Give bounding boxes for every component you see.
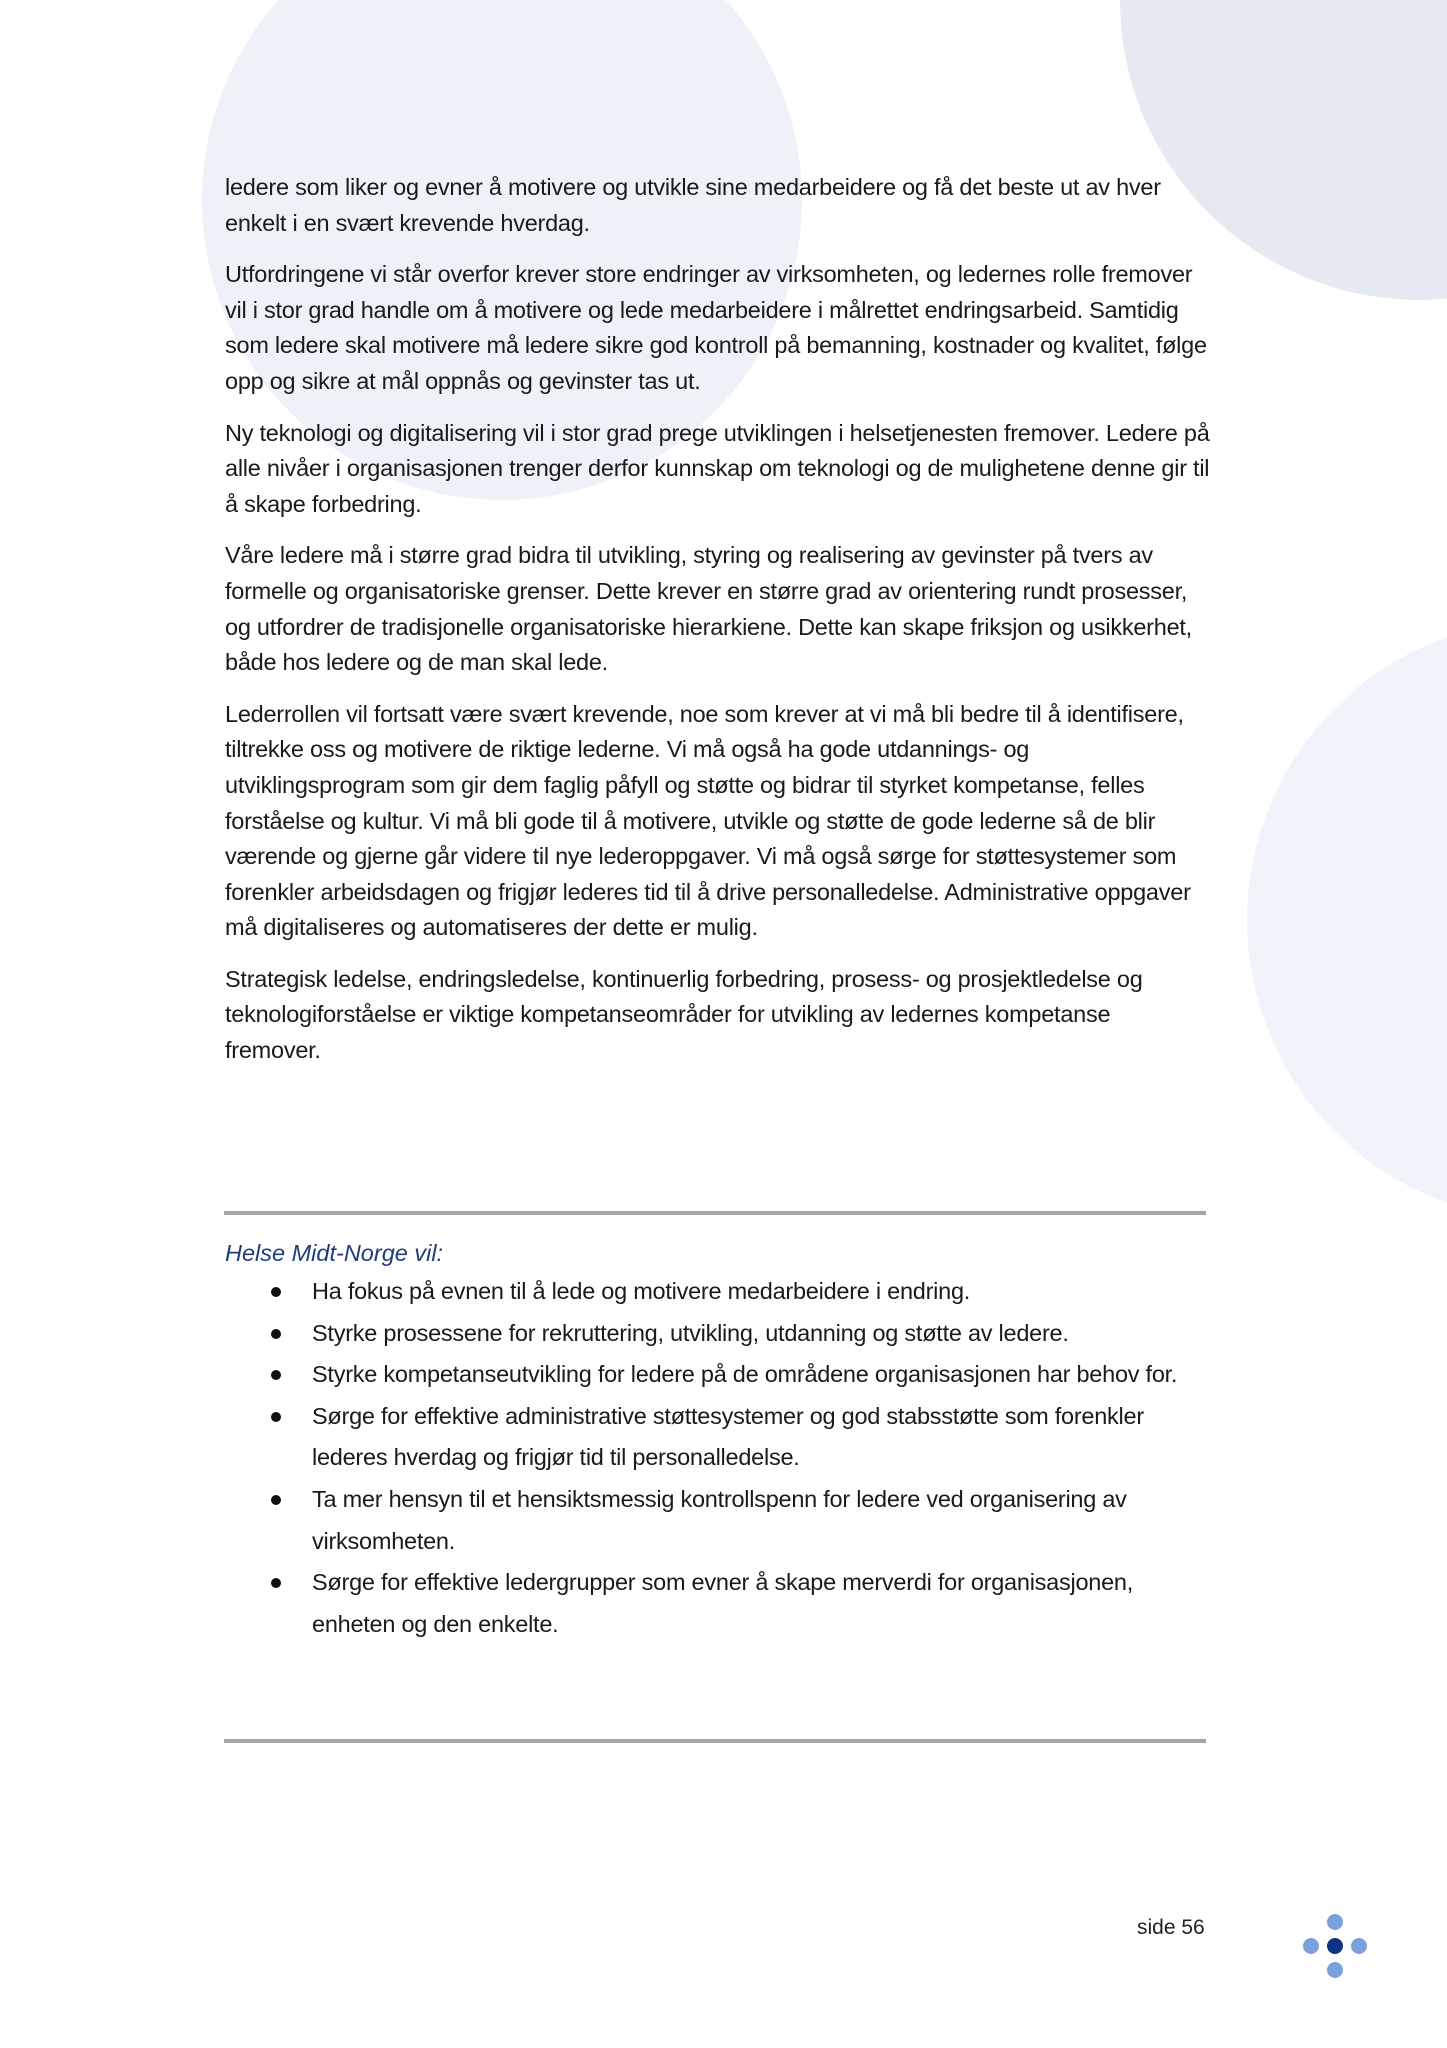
bullet-icon — [271, 1578, 281, 1588]
bullet-icon — [271, 1287, 281, 1297]
paragraph: Lederrollen vil fortsatt være svært krevende, noe som krever at vi må bli bedre til å identifisere, tiltrekke oss og motivere de riktige lederne. Vi må også ha gode utdannings- og utviklingsprogram som gir dem faglig påfyll og støtte og bidrar til styrket kompetanse, felles forståelse og kultur. Vi må bli gode til å motivere, utvikle og støtte de gode lederne så de blir værende og gjerne går videre til nye lederoppgaver. Vi må også sørge for støttesystemer som forenkler arbeidsdagen og frigjør lederes tid til å drive personalledelse. Administrative oppgaver må digitaliseres og automatiseres der dette er mulig. — [225, 700, 1191, 941]
paragraph: ledere som liker og evner å motivere og utvikle sine medarbeidere og få det beste ut av hver enkelt i en svært krevende hverdag. — [225, 174, 1161, 236]
body-text — [225, 170, 1210, 1085]
bullet-icon — [271, 1370, 281, 1380]
paragraph: Strategisk ledelse, endringsledelse, kontinuerlig forbedring, prosess- og prosjektledelse og teknologiforståelse er viktige kompetanseområder for utvikling av ledernes kompetanse fremover. — [225, 965, 1143, 1064]
background-circle-right — [1247, 620, 1447, 1220]
list-item-text: Ta mer hensyn til et hensiktsmessig kontrollspenn for ledere ved organisering av virksomheten. — [312, 1485, 1127, 1554]
logo-dot-bottom — [1327, 1962, 1343, 1978]
paragraph: Utfordringene vi står overfor krever store endringer av virksomheten, og ledernes rolle fremover vil i stor grad handle om å motivere og lede medarbeidere i målrettet endringsarbeid. Samtidig som ledere skal motivere må ledere sikre god kontroll på bemanning, kostnader og kvalitet, følge opp og sikre at mål oppnås og gevinster tas ut. — [225, 261, 1207, 394]
logo-dot-top — [1327, 1914, 1343, 1930]
list-item — [225, 1271, 1210, 1313]
list-item-text: Sørge for effektive administrative støttesystemer og god stabsstøtte som forenkler lederes hverdag og frigjør tid til personalledelse. — [312, 1402, 1144, 1471]
bullet-icon — [271, 1412, 281, 1422]
list-item-text: Styrke prosessene for rekruttering, utvikling, utdanning og støtte av ledere. — [312, 1319, 1069, 1346]
list-item — [225, 1562, 1210, 1645]
list-item — [225, 1479, 1210, 1562]
logo-dot-left — [1303, 1938, 1319, 1954]
bullet-icon — [271, 1329, 281, 1339]
list-item-text: Styrke kompetanseutvikling for ledere på de områdene organisasjonen har behov for. — [312, 1361, 1178, 1388]
list-item — [225, 1396, 1210, 1479]
callout-list — [225, 1271, 1210, 1645]
callout-box — [225, 1235, 1210, 1645]
callout-heading: Helse Midt-Norge vil: — [225, 1240, 444, 1266]
page-number: side 56 — [1137, 1916, 1205, 1939]
list-item-text: Ha fokus på evnen til å lede og motivere medarbeidere i endring. — [312, 1278, 971, 1304]
callout-bottom-divider — [224, 1739, 1206, 1743]
paragraph: Ny teknologi og digitalisering vil i stor grad prege utviklingen i helsetjenesten fremover. Ledere på alle nivåer i organisasjonen trenger derfor kunnskap om teknologi og de mulighetene denne gir til å skape forbedring. — [225, 419, 1210, 517]
paragraph: Våre ledere må i større grad bidra til utvikling, styring og realisering av gevinster på tvers av formelle og organisatoriske grenser. Dette krever en større grad av orientering rundt prosesser, og utfordrer de tradisjonelle organisatoriske hierarkiene. Dette kan skape friksjon og usikkerhet, både hos ledere og de man skal lede. — [225, 542, 1192, 676]
logo-dot-right — [1351, 1938, 1367, 1954]
logo-dot-center — [1327, 1938, 1343, 1954]
callout-top-divider — [224, 1211, 1206, 1215]
list-item — [225, 1313, 1210, 1355]
dots-cross-logo-icon — [1299, 1910, 1371, 1982]
bullet-icon — [271, 1495, 281, 1505]
list-item-text: Sørge for effektive ledergrupper som evner å skape merverdi for organisasjonen, enheten og den enkelte. — [312, 1569, 1134, 1637]
list-item — [225, 1354, 1210, 1396]
